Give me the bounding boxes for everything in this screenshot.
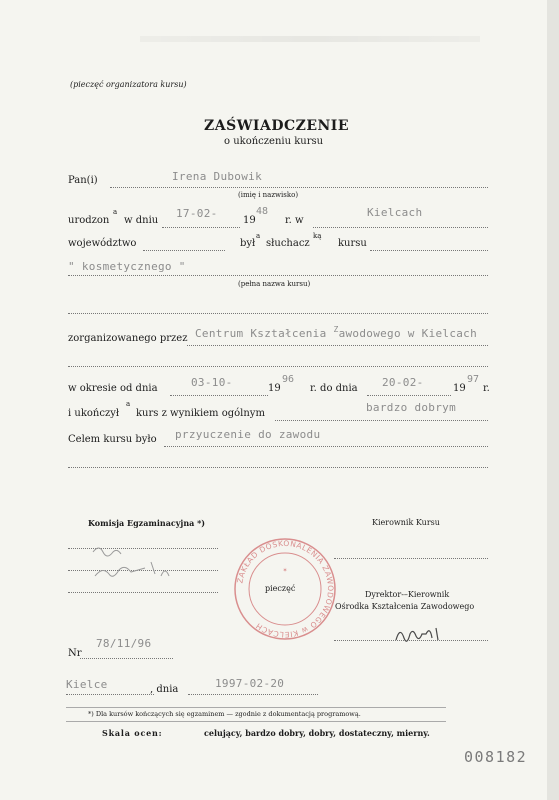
- commission-signatures: [85, 540, 225, 590]
- to-date: 20-02-: [382, 376, 424, 389]
- result-line: [275, 420, 488, 421]
- organized-value: [195, 327, 477, 340]
- stamp-label: pieczęć: [265, 584, 296, 593]
- footnote: *) Dla kursów kończących się egzaminem — zgodnie z dokumentacją programową.: [88, 710, 361, 718]
- born-in-label: r. w: [285, 215, 304, 226]
- name-caption: (imię i nazwisko): [238, 191, 299, 199]
- from-year-prefix: 19: [268, 383, 281, 394]
- footnote-rule-bottom: [66, 721, 446, 722]
- was-sup: a: [256, 232, 261, 240]
- organized-line: [187, 345, 488, 346]
- place-value: Kielce: [66, 678, 108, 691]
- from-year: 96: [282, 374, 295, 385]
- born-year-prefix: 19: [243, 215, 256, 226]
- course-line-2: [68, 275, 488, 276]
- from-date: 03-10-: [191, 376, 233, 389]
- nr-label: Nr: [68, 648, 82, 659]
- course-line-1: [370, 250, 488, 251]
- head-signature-line: [334, 558, 488, 559]
- organized-value-part1: Centrum Kształcenia: [195, 327, 334, 340]
- course-caption: (pełna nazwa kursu): [238, 280, 311, 288]
- commission-label: Komisja Egzaminacyjna *): [88, 518, 206, 528]
- listener-sup: ką: [313, 232, 322, 240]
- course-name: " kosmetycznego ": [68, 260, 186, 273]
- page-title: ZAŚWIADCZENIE: [204, 118, 350, 134]
- born-year: 48: [256, 206, 269, 217]
- born-on-label: w dniu: [124, 215, 159, 226]
- voivodeship-line: [143, 250, 225, 251]
- course-line-3: [68, 313, 488, 314]
- to-year-prefix: 19: [453, 383, 466, 394]
- completed-rest: kurs z wynikiem ogólnym: [136, 408, 265, 419]
- date-label: , dnia: [150, 684, 179, 695]
- commission-line-3: [68, 592, 218, 593]
- stamp-emblem-icon: ✶: [282, 567, 288, 574]
- from-date-line: [170, 395, 268, 396]
- organized-label: zorganizowanego przez: [68, 333, 188, 344]
- to-date-label: r. do dnia: [310, 383, 358, 394]
- serial-number: 008182: [464, 748, 528, 766]
- course-label: kursu: [338, 238, 367, 249]
- organized-sup: Z: [333, 325, 339, 334]
- bleed-through-text: [140, 36, 480, 42]
- head-label: Kierownik Kursu: [372, 518, 440, 527]
- date-line: [188, 694, 318, 695]
- footnote-rule: [66, 707, 446, 708]
- nr-value: 78/11/96: [96, 637, 152, 650]
- born-label: urodzon: [68, 215, 110, 226]
- period-label: w okresie od dnia: [68, 383, 158, 394]
- nr-line: [80, 658, 173, 659]
- purpose-label: Celem kursu było: [68, 434, 157, 445]
- completed-sup: a: [126, 400, 131, 408]
- scale-values: celujący, bardzo dobry, dobry, dostateczny, mierny.: [204, 728, 430, 738]
- result-value: bardzo dobrym: [366, 401, 456, 414]
- name-label: Pan(i): [68, 175, 98, 186]
- to-date-line: [367, 395, 451, 396]
- organized-line-2: [68, 366, 488, 367]
- place-line: [66, 694, 154, 695]
- born-sup: a: [113, 208, 118, 216]
- scale-label: Skala ocen:: [102, 728, 163, 738]
- stamp-ring-text: ZAKŁAD DOSKONALENIA ZAWODOWEGO w KIELCACH: [235, 538, 336, 640]
- purpose-line-2: [68, 467, 488, 468]
- director-title: Dyrektor-–Kierownik: [365, 590, 450, 599]
- page-subtitle: o ukończeniu kursu: [224, 136, 324, 147]
- date-value: 1997-02-20: [215, 677, 285, 690]
- listener-label: słuchacz: [266, 238, 310, 249]
- to-year-suffix: r.: [483, 383, 490, 394]
- organized-value-part2: awodowego w Kielcach: [338, 327, 478, 340]
- born-place-line: [313, 227, 488, 228]
- director-office: Ośrodka Kształcenia Zawodowego: [335, 602, 475, 611]
- born-date-line: [162, 227, 240, 228]
- voivodeship-label: województwo: [68, 238, 137, 249]
- born-place: Kielcach: [367, 206, 423, 219]
- director-signature: [392, 620, 452, 650]
- stamp-caption: (pieczęć organizatora kursu): [70, 80, 187, 89]
- name-value: Irena Dubowik: [172, 170, 262, 183]
- completed-label: i ukończył: [68, 408, 120, 419]
- page-edge: [547, 0, 559, 800]
- born-date: 17-02-: [176, 207, 218, 220]
- name-line: [110, 187, 488, 188]
- purpose-line: [164, 446, 488, 447]
- was-label: był: [240, 238, 256, 249]
- purpose-value: przyuczenie do zawodu: [175, 428, 321, 441]
- to-year: 97: [467, 374, 480, 385]
